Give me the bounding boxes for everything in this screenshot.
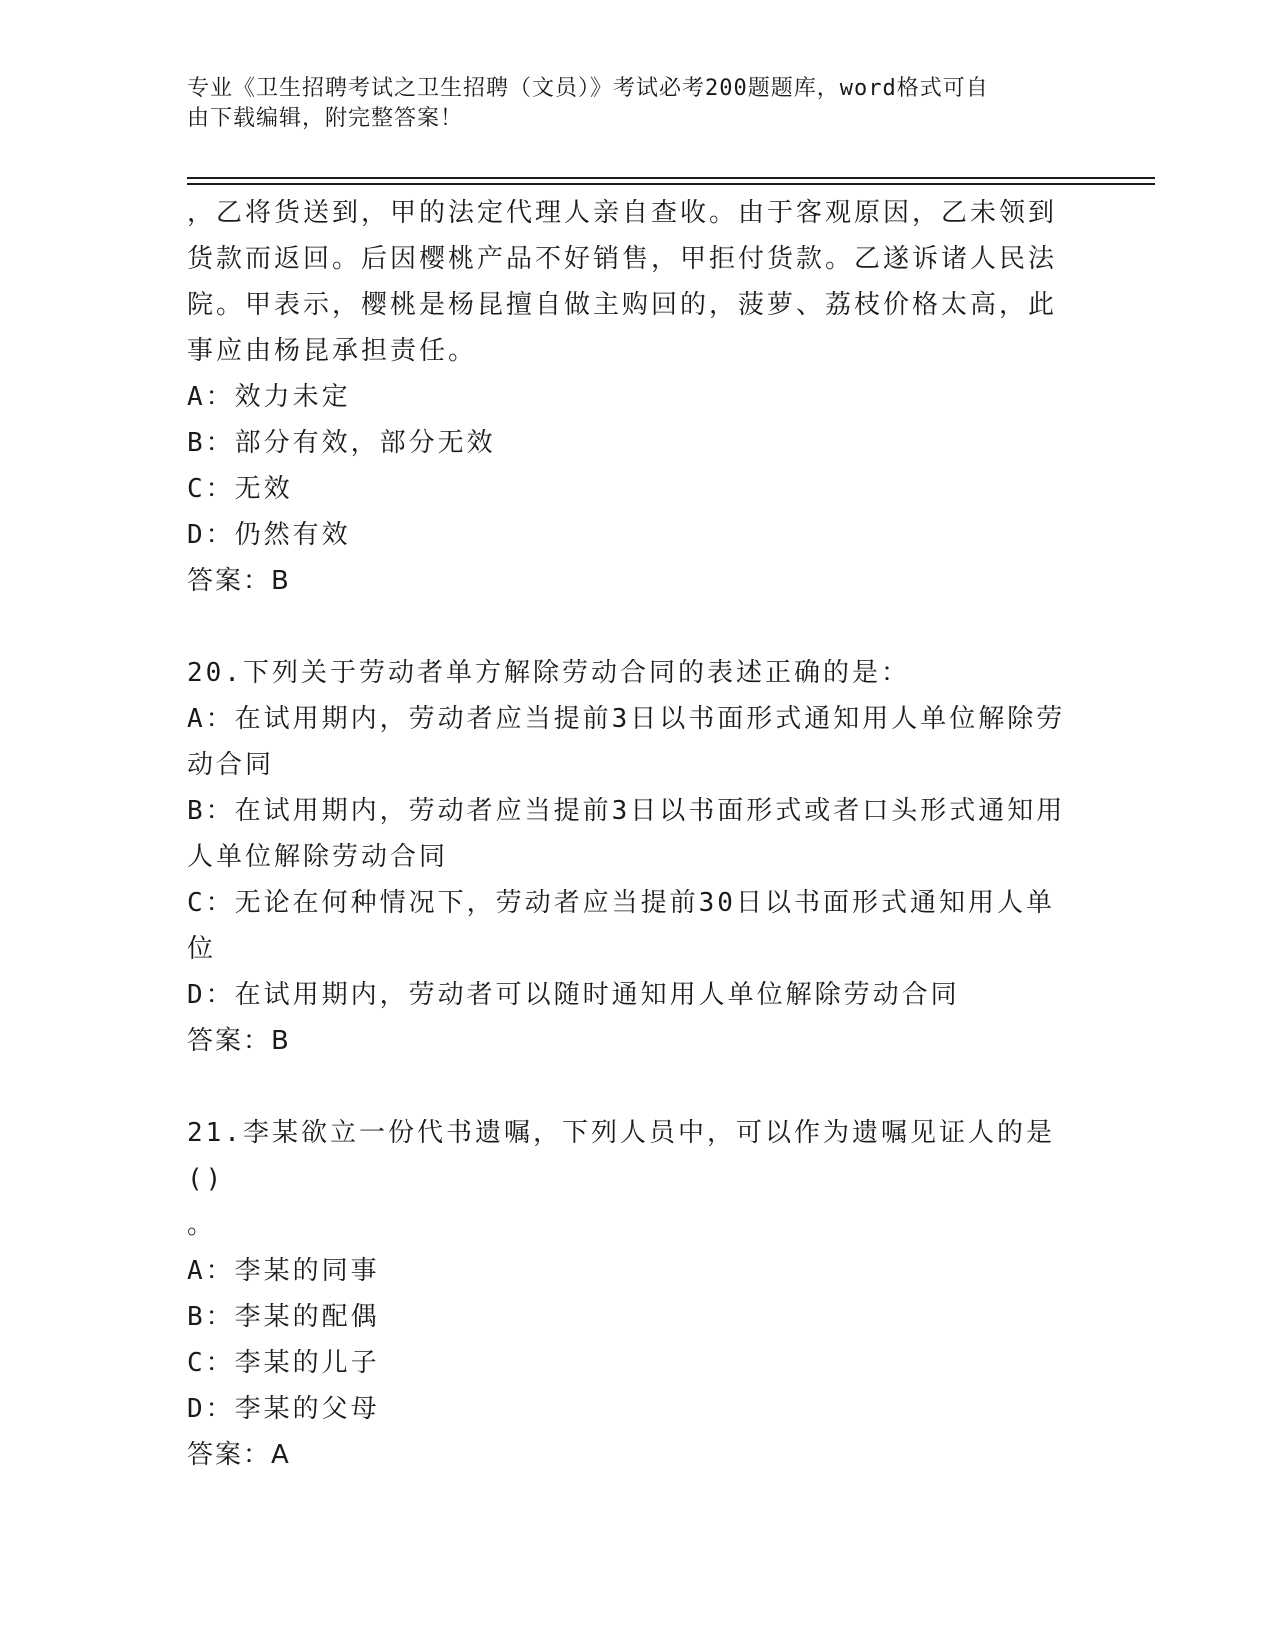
option-d: D：仍然有效 [187,520,351,550]
option-b: B：李某的配偶 [187,1302,380,1332]
answer-label: 答案：B [187,566,291,596]
option-a-continuation: 动合同 [187,750,275,780]
option-c: C：李某的儿子 [187,1348,380,1378]
question-stem-line: 21.李某欲立一份代书遗嘱，下列人员中，可以作为遗嘱见证人的是() [187,1118,1055,1194]
question-stem-line: 。 [187,1210,217,1240]
header-line-1: 专业《卫生招聘考试之卫生招聘（文员）》考试必考200题题库，word格式可自 [187,76,989,101]
page-header [187,74,1067,134]
answer-label: 答案：A [187,1440,291,1470]
option-d: D：李某的父母 [187,1394,380,1424]
header-divider-top [187,177,1155,179]
option-d: D：在试用期内，劳动者可以随时通知用人单位解除劳动合同 [187,980,960,1010]
question-stem-line: 事应由杨昆承担责任。 [187,336,478,366]
question-19 [187,190,1087,604]
option-a: A：在试用期内，劳动者应当提前3日以书面形式通知用人单位解除劳 [187,704,1066,734]
question-stem-line: 货款而返回。后因樱桃产品不好销售，甲拒付货款。乙遂诉诸人民法 [187,244,1058,274]
question-20 [187,650,1087,1064]
option-c: C：无效 [187,474,293,504]
header-line-2: 由下载编辑，附完整答案！ [187,106,464,131]
question-stem-line: 院。甲表示，樱桃是杨昆擅自做主购回的，菠萝、荔枝价格太高，此 [187,290,1058,320]
option-b: B：在试用期内，劳动者应当提前3日以书面形式或者口头形式通知用 [187,796,1066,826]
option-c-continuation: 位 [187,934,217,964]
option-a: A：李某的同事 [187,1256,380,1286]
document-body [187,190,1087,1478]
option-a: A：效力未定 [187,382,351,412]
header-divider-bottom [187,183,1155,185]
question-21 [187,1110,1087,1478]
question-stem: 20.下列关于劳动者单方解除劳动合同的表述正确的是： [187,658,910,688]
option-b: B：部分有效，部分无效 [187,428,496,458]
option-b-continuation: 人单位解除劳动合同 [187,842,449,872]
answer-label: 答案：B [187,1026,291,1056]
question-stem-line: ，乙将货送到，甲的法定代理人亲自查收。由于客观原因，乙未领到 [187,198,1058,228]
option-c: C：无论在何种情况下，劳动者应当提前30日以书面形式通知用人单 [187,888,1055,918]
